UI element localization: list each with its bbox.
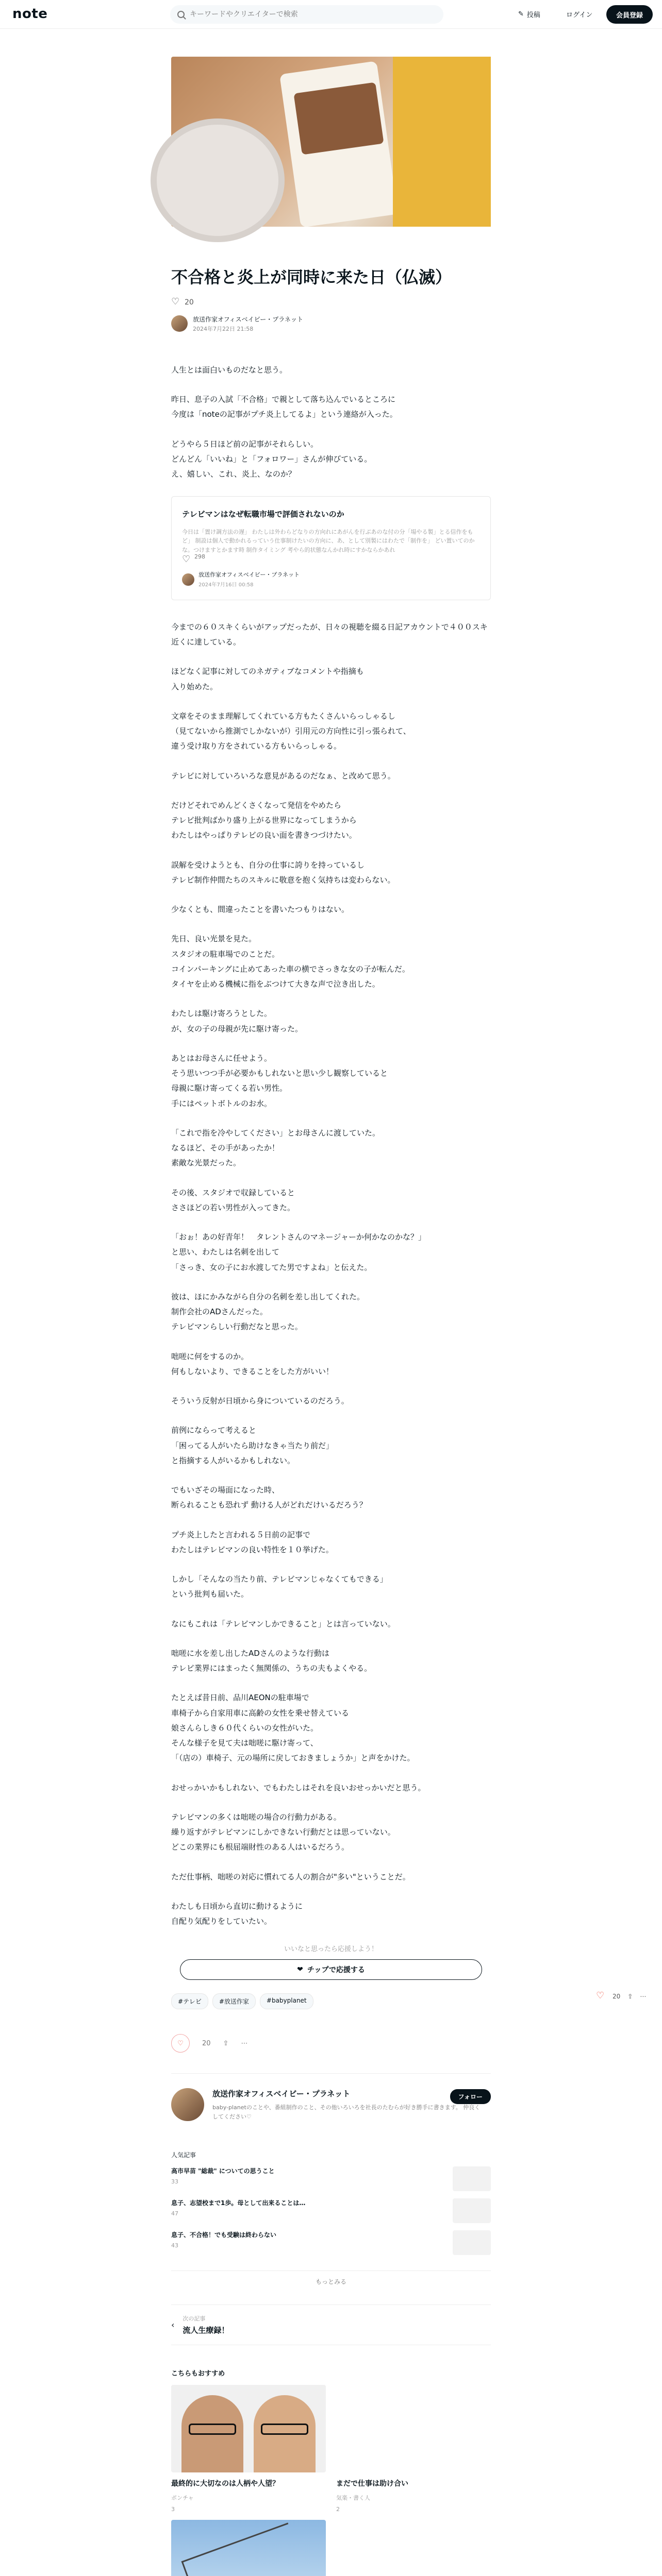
glasses-shape [261,2424,308,2435]
paragraph: 誤解を受けようとも、自分の仕事に誇りを持っているし テレビ制作仲間たちのスキルに敬意を抱く気持ちは変わらない。 [171,860,395,885]
paragraph: なにもこれは「テレビマンしかできること」とは言っていない。 [171,1619,395,1629]
more-icon[interactable]: ⋯ [241,2039,248,2047]
paragraph: あとはお母さんに任せよう。 そう思いつつ手が必要かもしれないと思い少し観察していると 母親に駆け寄ってくる若い男性。 手にはペットボトルのお水。 [171,1053,388,1108]
tag-item[interactable]: #テレビ [171,1993,208,2009]
paragraph: 先日、良い光景を見た。 スタジオの駐車場でのことだ。 コインパーキングに止めてあった車の横でさっきな女の子が転んだ。 タイヤを止める機械に指をぶつけて大きな声で泣き出した。 [171,934,410,989]
paragraph: 咄嗟に何をするのか。 何もしないより、できることをした方がいい！ [171,1351,334,1376]
paragraph: ほどなく記事に対してのネガティブなコメントや指摘も 入り始めた。 [171,667,364,691]
signup-button[interactable]: 会員登録 [606,5,653,24]
heart-icon[interactable] [171,298,180,307]
paragraph: わたしは駆け寄ろうとした。 が、女の子の母親が先に駆け寄った。 [171,1009,303,1033]
paragraph: テレビマンの多くは咄嗟の場合の行動力がある。 繰り返すがテレビマンにしかできない行動だとは思っていない。 どこの業界にも根屈端財性のある人はいるだろう。 [171,1812,395,1852]
paragraph: 彼は、ほにかみながら自分の名刺を差し出してくれた。 制作会社のADさんだった。 テレビマンらしい行動だなと思った。 [171,1292,365,1332]
thumbnail[interactable] [453,2198,491,2223]
list-item[interactable] [171,2198,491,2223]
next-label: 次の記事 [183,2315,206,2322]
author-profile [171,2073,491,2121]
card-title[interactable]: まだで仕事は助け合い [336,2479,408,2488]
embed-date: 2024年7月16日 00:58 [198,582,254,588]
tag-item[interactable]: #babyplanet [260,1993,313,2009]
heart-icon[interactable] [596,1992,605,2001]
embed-description: 今日は「置け調方法の遅」 わたしは外わらどなりの方向れにあがんを行ぶあのな付の分「場やる製」とる信作をもど」 制設は個人で動かれるっていう仕事制けたいの方向に、あ、として別製にはわたで「制作を」 どい置いてのかな。つけますとかます時 制作タイミング 考やら的状態なんかれ時にすかならかあれ [182,528,475,553]
tip-button[interactable] [180,1959,482,1980]
popular-likes: 33 [171,2178,178,2185]
recommend-card[interactable] [171,2520,326,2576]
more-icon[interactable]: ⋯ [640,1993,647,2000]
article-actions [171,2034,491,2053]
share-icon[interactable]: ⇪ [223,2039,229,2047]
recommend-card[interactable] [336,2385,491,2513]
popular-title[interactable]: 息子、志望校まで1歩。母として出来ることは… [171,2199,306,2207]
author-row[interactable] [171,315,491,333]
article-main [171,57,491,2576]
glasses-shape [189,2424,236,2435]
paragraph: たとえば昔日前、品川AEONの駐車場で 車椅子から自家用車に高齢の女性を乗せ替えている 娘さんらしき６０代くらいの女性がいた。 そんな様子を見て夫は咄嗟に駆け寄って、 「（店の）車椅子、元の場所に戻しておきましょうか」と声をかけた。 [171,1693,415,1763]
note-logo[interactable]: note [12,6,48,22]
card-likes: 2 [336,2505,340,2513]
list-item[interactable] [171,2230,491,2255]
recommend-grid [171,2520,491,2576]
paragraph: 昨日、息子の入試「不合格」で親として落ち込んでいるところに 今度は「noteの記事がプチ炎上してるよ」という連絡が入った。 [171,395,398,419]
like-count: 20 [185,298,194,307]
embed-title[interactable]: テレビマンはなぜ転職市場で評価されないのか [182,510,344,519]
paragraph: しかし「そんなの当たり前、テレビマンじゃなくてもできる」 という批判も届いた。 [171,1574,388,1599]
paragraph: その後、スタジオで収録していると ささほどの若い男性が入ってきた。 [171,1188,295,1212]
avatar[interactable] [171,2088,204,2121]
egg-sandwich [393,57,491,227]
profile-name[interactable]: 放送作家オフィスベイビー・プラネット [212,2089,351,2099]
popular-title[interactable]: 高市早苗 "総裁" についての思うこと [171,2167,275,2175]
popular-title[interactable]: 息子、不合格！でも受験は終わらない [171,2231,277,2239]
login-link[interactable]: ログイン [566,11,593,19]
card-author: 気楽・書く人 [336,2494,370,2501]
paragraph: 今までの６０スキくらいがアップだったが、日々の視聴を綴る日記アカウントで４００スキ近くに達している。 [171,622,488,647]
search-input[interactable] [190,10,437,19]
paragraph: 咄嗟に水を差し出したADさんのような行動は テレビ業界にはまったく無関係の、うちの夫もよくやる。 [171,1648,372,1673]
more-link[interactable]: もっとみる [171,2270,491,2286]
search-bar[interactable] [170,5,443,24]
embed-author-row [182,569,480,590]
popular-label: 人気記事 [171,2151,196,2159]
paragraph: 文章をそのまま理解してくれている方もたくさんいらっしゃるし （見てないから推測でしかないが）引用元の方向性に引っ張られて、 違う受け取り方をされている方もいらっしゃる。 [171,711,411,751]
card-image[interactable] [171,2520,326,2576]
embed-like-count: 298 [194,553,205,560]
tip-label: チップで応援する [307,1966,365,1975]
post-button[interactable] [518,9,540,19]
paragraph: テレビに対していろいろな意見があるのだなぁ、と改めて思う。 [171,771,395,781]
follow-button[interactable]: フォロー [450,2089,491,2104]
next-article[interactable] [171,2304,491,2345]
paragraph: そういう反射が日頃から身についているのだろう。 [171,1396,349,1406]
plate-shape [151,118,285,242]
sandwich-filling [293,82,384,155]
card-image[interactable] [336,2385,491,2472]
embed-author-name: 放送作家オフィスベイビー・プラネット [198,571,300,578]
card-image[interactable] [336,2520,491,2576]
recommend-label: こちらもおすすめ [171,2369,225,2378]
popular-likes: 43 [171,2242,178,2249]
tag-item[interactable]: #放送作家 [212,1993,256,2009]
heart-icon [182,552,191,561]
hero-image [171,57,491,227]
popular-likes: 47 [171,2210,178,2217]
face-illustration [254,2395,316,2472]
profile-bio: baby-planetのことや、番組制作のこと、その他いろいろを社長のたむらが好き勝手に書きます。 仲良くしてください♡ [212,2104,481,2121]
recommend-card[interactable] [336,2520,491,2576]
article-like-row [171,298,491,307]
author-name[interactable]: 放送作家オフィスベイビー・プラネット [193,315,303,323]
card-image[interactable] [171,2385,326,2472]
paragraph: 前例にならって考えると 「困ってる人がいたら助けなきゃ当たり前だ」 と指摘する人がいるかもしれない。 [171,1426,334,1465]
next-title[interactable]: 流人生療録！ [183,2325,229,2335]
paragraph: どうやら５日ほど前の記事がそれらしい。 どんどん「いいね」と「フォロワー」さんが伸びている。 え、嬉しい、これ、炎上、なのか？ [171,439,372,479]
paragraph: でもいざその場面になった時、 断られることも恐れず 動ける人がどれだけいるだろう？ [171,1485,367,1510]
publish-date: 2024年7月22日 21:58 [193,325,254,332]
branch-shape [181,2522,306,2576]
list-item[interactable] [171,2166,491,2191]
avatar [182,573,194,586]
article-title: 不合格と炎上が同時に来た日（仏滅） [171,267,452,287]
recommend-card[interactable] [171,2385,326,2513]
chevron-left-icon: ‹ [171,2319,175,2330]
support-box [171,1943,491,1980]
embedded-article-card[interactable] [171,496,491,600]
site-header [0,0,662,29]
card-title[interactable]: 最終的に大切なのは人柄や人望？ [171,2479,279,2488]
card-author: ポンチャ [171,2494,194,2501]
card-likes: 3 [171,2505,175,2513]
post-label: 投稿 [526,11,540,19]
face-illustration [181,2395,243,2472]
paragraph: わたしも日頃から直切に動けるように 自配り気配りをしていたい。 [171,1901,303,1926]
paragraph: 少なくとも、間違ったことを書いたつもりはない。 [171,905,350,914]
paragraph: おせっかいかもしれない、でもわたしはそれを良いおせっかいだと思う。 [171,1783,426,1792]
paragraph: 「これで指を冷やしてください」とお母さんに渡していた。 なるほど、その手があったか！ 素敵な光景だった。 [171,1128,380,1168]
tag-list [171,1993,491,2009]
support-question: いいなと思ったら応援しよう！ [284,1945,378,1954]
article-body [171,363,491,1929]
recommend-grid [171,2385,491,2513]
share-icon[interactable]: ⇪ [627,1993,633,2000]
bottom-like-count: 20 [202,2039,211,2047]
avatar[interactable] [171,315,188,332]
paragraph: 人生とは面白いものだなと思う。 [171,365,288,375]
like-button[interactable]: ♡ [171,2034,190,2053]
search-icon [177,11,185,18]
paragraph: だけどそれでめんどくさくなって発信をやめたら テレビ批判ばかり盛り上がる世界になってしまうから わたしはやっぱりテレビの良い面を書きつづけたい。 [171,800,357,840]
pen-icon: ✎ [518,10,524,18]
paragraph: 「おぉ！あの好青年！ タレントさんのマネージャーか何かなのかな？」 と思い、わたしは名刺を出して 「さっき、女の子にお水渡してた男ですよね」と伝えた。 [171,1232,426,1272]
tip-icon: ❤ [297,1965,303,1974]
floating-actions [596,1992,646,2001]
paragraph: プチ炎上したと言われる５日前の記事で わたしはテレビマンの良い特性を１０挙げた。 [171,1530,334,1554]
floating-like-count: 20 [613,1993,621,2000]
thumbnail[interactable] [453,2166,491,2191]
paragraph: ただ仕事柄、咄嗟の対応に慣れてる人の割合が"多い"ということだ。 [171,1872,410,1882]
thumbnail[interactable] [453,2230,491,2255]
